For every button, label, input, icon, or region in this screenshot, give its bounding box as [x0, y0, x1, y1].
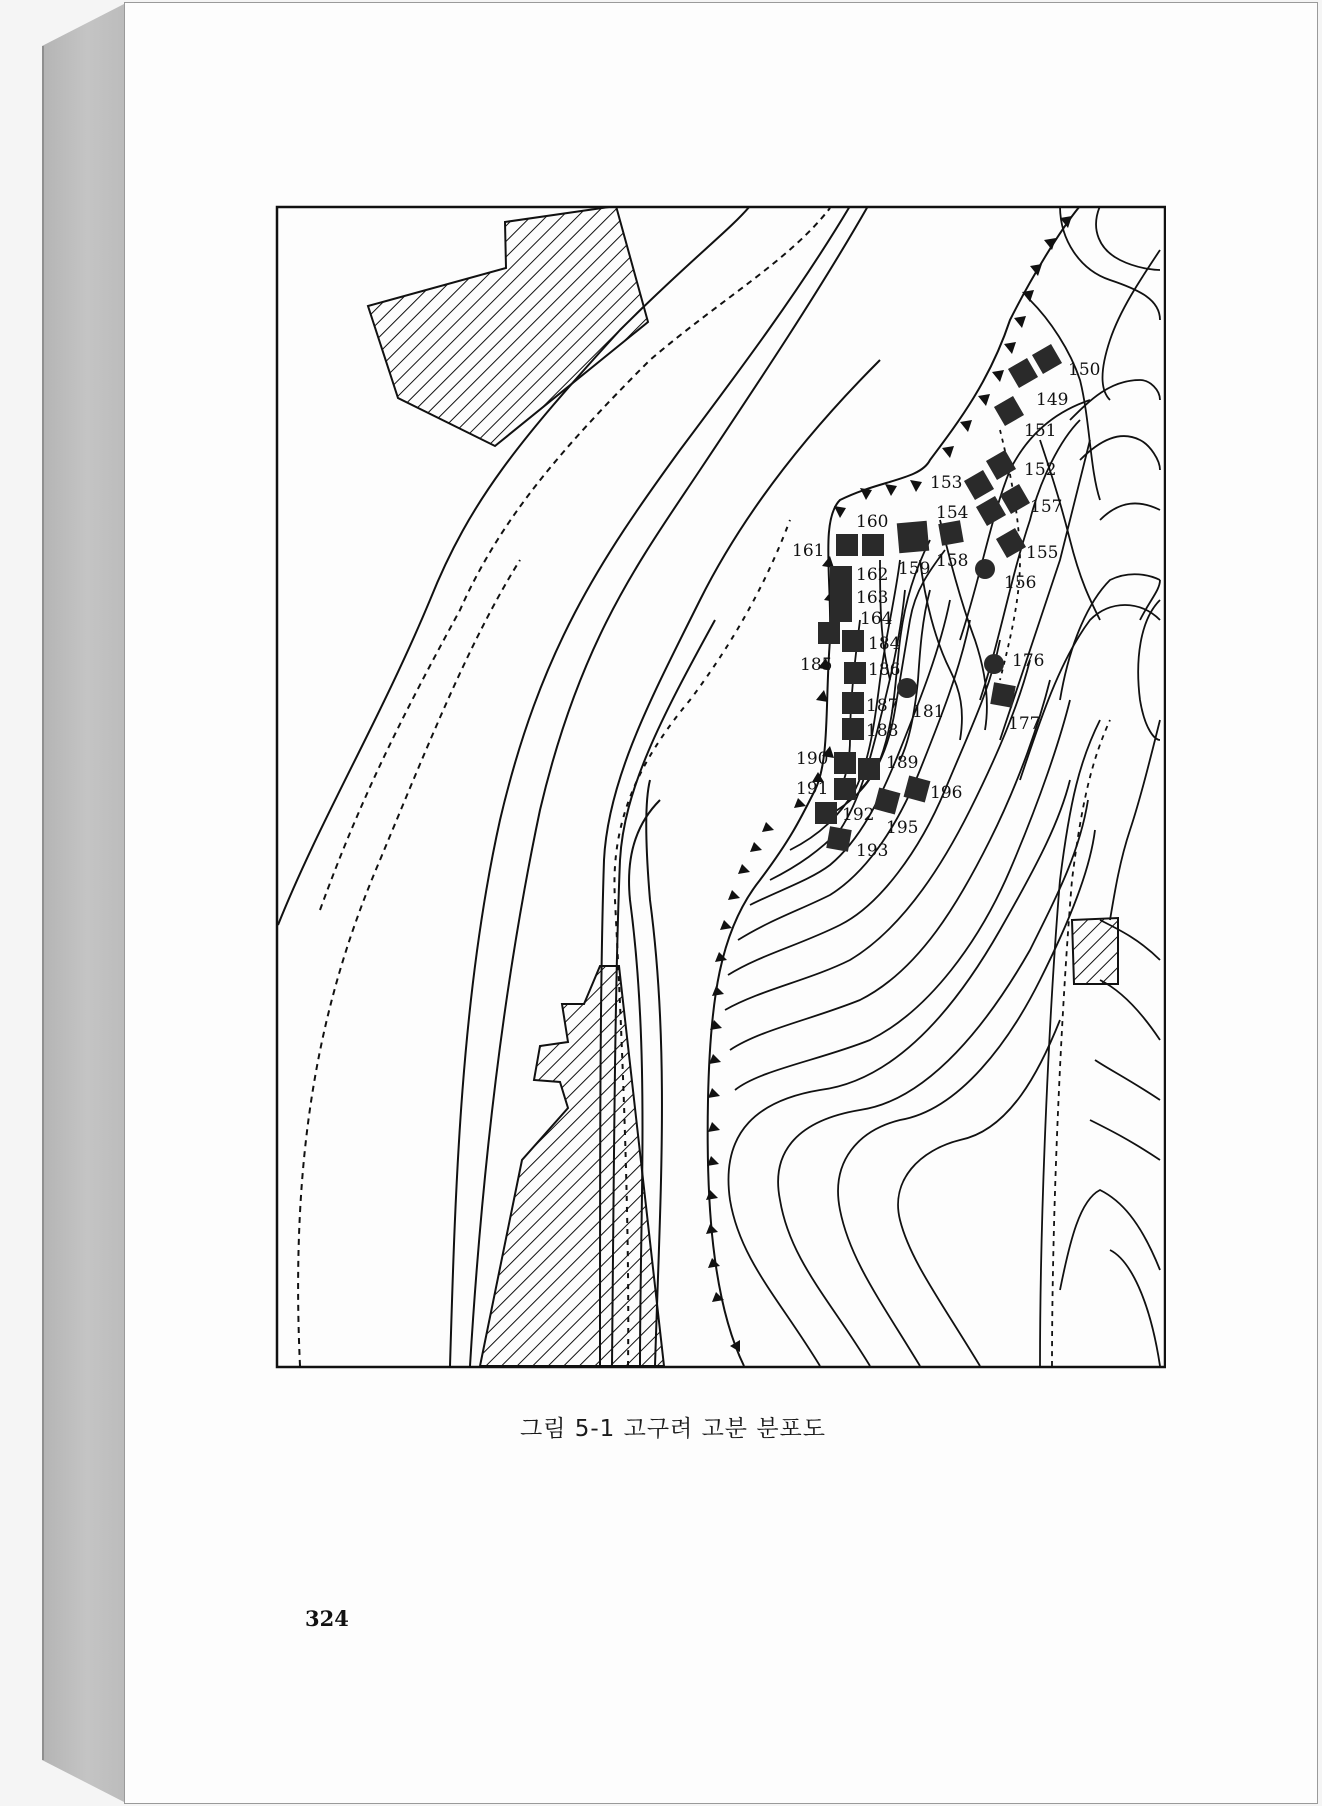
tomb-label: 184	[868, 634, 901, 654]
tomb-label: 186	[868, 660, 901, 680]
tomb-label: 188	[866, 721, 899, 741]
tomb-label: 154	[936, 503, 969, 523]
tomb-label: 158	[936, 551, 969, 571]
tomb-label: 162	[856, 565, 889, 585]
tomb-label: 149	[1036, 390, 1069, 410]
book-spine	[42, 4, 124, 1802]
tomb-label: 157	[1030, 497, 1063, 517]
tomb-label: 153	[930, 473, 963, 493]
tomb-label: 164	[860, 609, 893, 629]
tomb-label: 195	[886, 818, 919, 838]
tomb-label: 152	[1024, 460, 1057, 480]
tomb-label: 160	[856, 512, 889, 532]
book-spine-edge	[42, 46, 44, 1760]
tomb-label: 163	[856, 588, 889, 608]
tomb-label: 156	[1004, 573, 1037, 593]
tomb-label: 161	[792, 541, 825, 561]
page-number: 324	[305, 1606, 349, 1631]
tomb-label: 185	[800, 655, 833, 675]
tomb-label: 187	[866, 696, 899, 716]
tomb-label: 190	[796, 749, 829, 769]
hatched-areas	[368, 206, 1118, 1366]
tomb-label: 176	[1012, 651, 1045, 671]
tomb-label: 192	[842, 805, 875, 825]
tomb-label: 151	[1024, 421, 1057, 441]
tomb-label: 196	[930, 783, 963, 803]
cliff-ticks	[706, 216, 1072, 1352]
tomb-label: 177	[1008, 714, 1041, 734]
tomb-label: 159	[898, 559, 931, 579]
tomb-label: 189	[886, 753, 919, 773]
tomb-distribution-map	[274, 204, 1166, 1370]
tomb-label: 155	[1026, 543, 1059, 563]
figure-caption: 그림 5-1 고구려 고분 분포도	[520, 1416, 826, 1442]
tomb-label: 193	[856, 841, 889, 861]
tomb-label: 150	[1068, 360, 1101, 380]
tomb-label: 191	[796, 779, 829, 799]
tomb-label: 181	[912, 702, 945, 722]
